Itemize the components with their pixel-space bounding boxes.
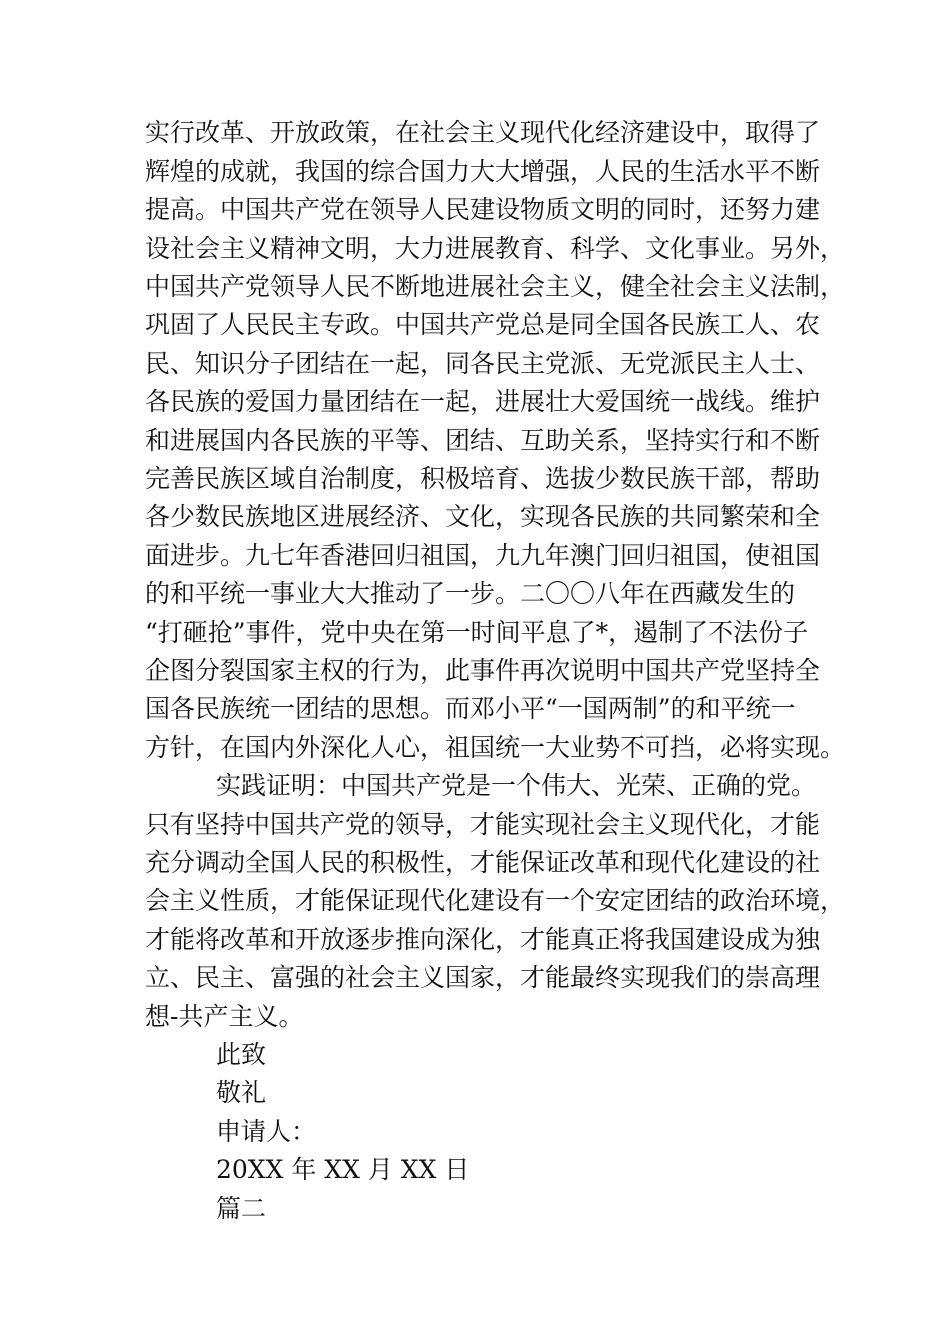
body-text-line: 提高。中国共产党在领导人民建设物质文明的同时，还努力建 <box>145 195 821 224</box>
body-text-line: 充分调动全国人民的积极性，才能保证改革和现代化建设的社 <box>145 848 821 877</box>
body-text-line: 会主义性质，才能保证现代化建设有一个安定团结的政治环境， <box>145 886 846 915</box>
body-text-line: 巩固了人民民主专政。中国共产党总是同全国各民族工人、农 <box>145 310 821 339</box>
body-text-line: 立、民主、富强的社会主义国家，才能最终实现我们的崇高理 <box>145 963 821 992</box>
body-text-line: 的和平统一事业大大推动了一步。二〇〇八年在西藏发生的 <box>145 579 796 608</box>
application-date: 20XX 年 XX 月 XX 日 <box>216 1155 470 1184</box>
body-text-line: 各民族的爱国力量团结在一起，进展壮大爱国统一战线。维护 <box>145 387 821 416</box>
body-text-line: 完善民族区域自治制度，积极培育、选拔少数民族干部，帮助 <box>145 464 821 493</box>
body-text-line: 企图分裂国家主权的行为，此事件再次说明中国共产党坚持全 <box>145 656 821 685</box>
body-text-line: 民、知识分子团结在一起，同各民主党派、无党派民主人士、 <box>145 349 821 378</box>
body-text-line: 中国共产党领导人民不断地进展社会主义，健全社会主义法制， <box>145 272 846 301</box>
body-text-line: 国各民族统一团结的思想。而邓小平“一国两制”的和平统一 <box>145 694 796 723</box>
body-text-line: “打砸抢”事件，党中央在第一时间平息了*，遏制了不法份子 <box>145 618 809 647</box>
body-text-line: 和进展国内各民族的平等、团结、互助关系，坚持实行和不断 <box>145 426 821 455</box>
body-text-line: 想-共产主义。 <box>145 1002 304 1031</box>
body-text-line: 只有坚持中国共产党的领导，才能实现社会主义现代化，才能 <box>145 810 821 839</box>
paragraph-first-line: 实践证明：中国共产党是一个伟大、光荣、正确的党。 <box>216 771 817 800</box>
body-text-line: 设社会主义精神文明，大力进展教育、科学、文化事业。另外， <box>145 234 846 263</box>
closing-salutation: 此致 <box>216 1040 267 1069</box>
next-section-heading: 篇二 <box>216 1194 267 1223</box>
body-text-line: 各少数民族地区进展经济、文化，实现各民族的共同繁荣和全 <box>145 502 821 531</box>
closing-regards: 敬礼 <box>216 1078 267 1107</box>
body-text-line: 方针，在国内外深化人心，祖国统一大业势不可挡，必将实现。 <box>145 733 846 762</box>
applicant-label: 申请人： <box>216 1117 317 1146</box>
body-text-line: 辉煌的成就，我国的综合国力大大增强，人民的生活水平不断 <box>145 157 821 186</box>
body-text-line: 实行改革、开放政策，在社会主义现代化经济建设中，取得了 <box>145 118 821 147</box>
body-text-line: 才能将改革和开放逐步推向深化，才能真正将我国建设成为独 <box>145 925 821 954</box>
body-text-line: 面进步。九七年香港回归祖国，九九年澳门回归祖国，使祖国 <box>145 541 821 570</box>
